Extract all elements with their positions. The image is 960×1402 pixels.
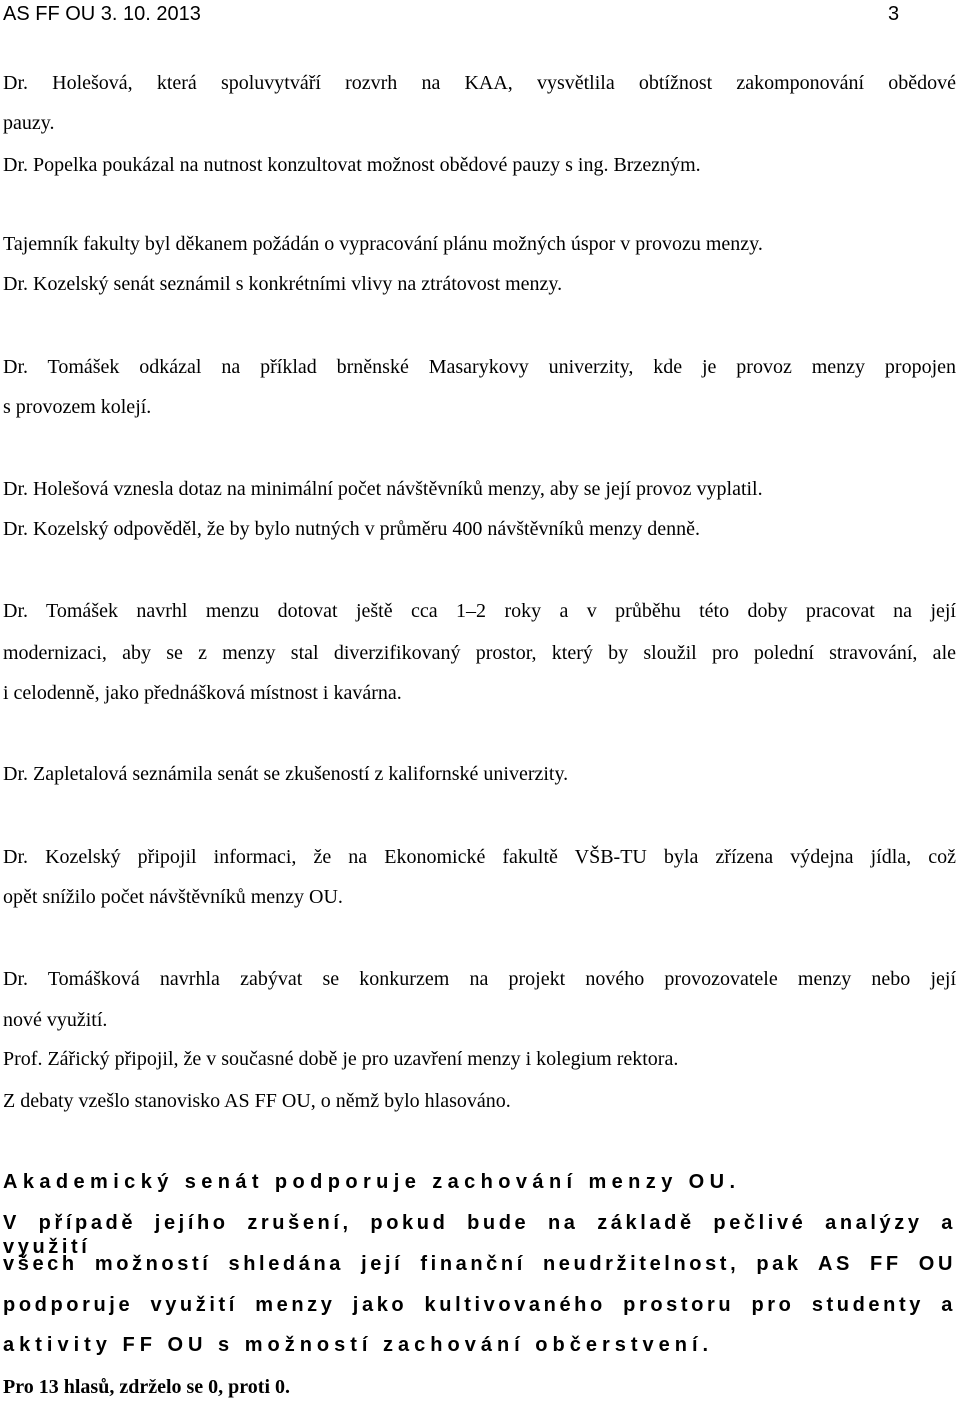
paragraph-line: Dr. Kozelský odpověděl, že by bylo nutných v průměru 400 návštěvníků menzy denně. [3, 518, 701, 540]
paragraph-line: Dr. Holešová vznesla dotaz na minimální počet návštěvníků menzy, aby se její provoz vyplatil. [3, 478, 763, 500]
resolution-line: aktivity FF OU s možností zachování občerstvení. [3, 1334, 714, 1356]
paragraph-line: Tajemník fakulty byl děkanem požádán o vypracování plánu možných úspor v provozu menzy. [3, 233, 763, 255]
paragraph-line: Prof. Zářický připojil, že v současné době je pro uzavření menzy i kolegium rektora. [3, 1048, 679, 1070]
paragraph-line: s provozem kolejí. [3, 396, 152, 418]
resolution-line: V případě jejího zrušení, pokud bude na základě pečlivé analýzy a využití [3, 1212, 956, 1258]
page-number: 3 [888, 3, 900, 25]
paragraph-line: nové využití. [3, 1009, 108, 1031]
resolution-line: všech možností shledána její finanční neudržitelnost, pak AS FF OU [3, 1253, 956, 1275]
paragraph-line: Dr. Holešová, která spoluvytváří rozvrh na KAA, vysvětlila obtížnost zakomponování obědové [3, 72, 956, 94]
paragraph-line: Dr. Tomášek navrhl menzu dotovat ještě cca 1–2 roky a v průběhu této doby pracovat na její [3, 600, 956, 622]
paragraph-line: pauzy. [3, 112, 55, 134]
header-title: AS FF OU 3. 10. 2013 [3, 3, 201, 25]
vote-result: Pro 13 hlasů, zdrželo se 0, proti 0. [3, 1376, 291, 1398]
paragraph-line: opět snížilo počet návštěvníků menzy OU. [3, 886, 343, 908]
paragraph-line: Dr. Tomášková navrhla zabývat se konkurzem na projekt nového provozovatele menzy nebo její [3, 968, 956, 990]
resolution-line: Akademický senát podporuje zachování menzy OU. [3, 1171, 741, 1193]
paragraph-line: i celodenně, jako přednášková místnost i kavárna. [3, 682, 402, 704]
resolution-line: podporuje využití menzy jako kultivovaného prostoru pro studenty a [3, 1294, 956, 1316]
paragraph-line: Z debaty vzešlo stanovisko AS FF OU, o němž bylo hlasováno. [3, 1090, 511, 1112]
paragraph-line: Dr. Kozelský senát seznámil s konkrétními vlivy na ztrátovost menzy. [3, 273, 563, 295]
paragraph-line: Dr. Tomášek odkázal na příklad brněnské Masarykovy univerzity, kde je provoz menzy propojen [3, 356, 956, 378]
paragraph-line: Dr. Zapletalová seznámila senát se zkušeností z kalifornské univerzity. [3, 763, 569, 785]
paragraph-line: Dr. Kozelský připojil informaci, že na Ekonomické fakultě VŠB-TU byla zřízena výdejna jídla, což [3, 846, 956, 868]
paragraph-line: Dr. Popelka poukázal na nutnost konzultovat možnost obědové pauzy s ing. Brzezným. [3, 154, 701, 176]
paragraph-line: modernizaci, aby se z menzy stal diverzifikovaný prostor, který by sloužil pro polední stravování, ale [3, 642, 956, 664]
